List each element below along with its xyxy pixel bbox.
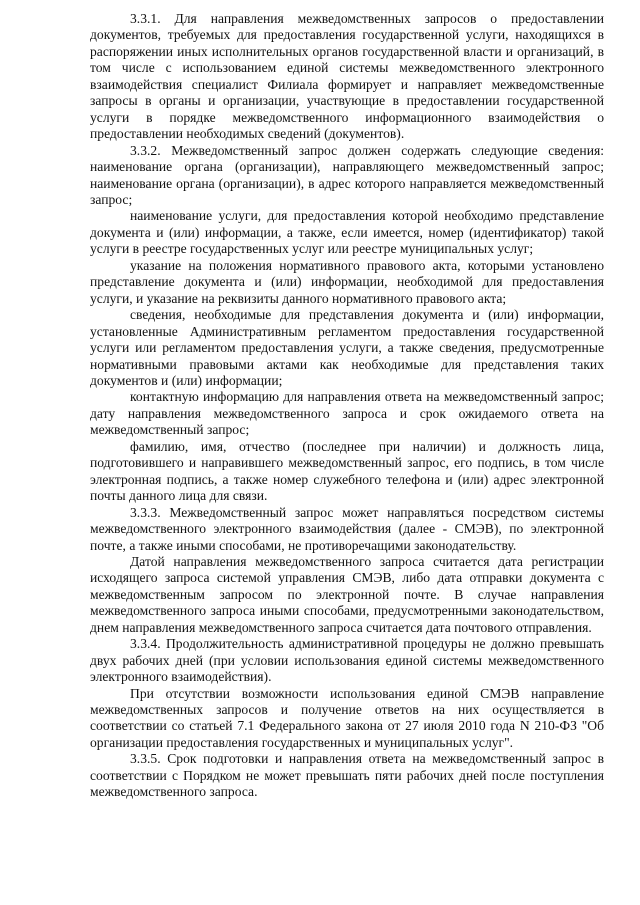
- paragraph-legal-act-reference: указание на положения нормативного правового акта, которыми установлено представление документа и (или) информации, необходимой для предоставления услуги, и указание на реквизиты данного нормативного правового акта;: [90, 257, 604, 306]
- paragraph-3-3-3: 3.3.3. Межведомственный запрос может направляться посредством системы межведомственного электронного взаимодействия (далее - СМЭВ), по электронной почте, а также иными способами, не противоречащими законодательству.: [90, 504, 604, 553]
- paragraph-request-date: Датой направления межведомственного запроса считается дата регистрации исходящего запроса системой управления СМЭВ, либо дата отправки документа с межведомственным запросом по электронной почте. В случае направления межведомственного запроса иными способами, предусмотренными законодательством, днем направления межведомственного запроса считается дата почтового отправления.: [90, 553, 604, 635]
- paragraph-3-3-2: 3.3.2. Межведомственный запрос должен содержать следующие сведения: наименование органа (организации), направляющего межведомственный запрос; наименование органа (организации), в адрес которого направляется межведомственный запрос;: [90, 142, 604, 207]
- paragraph-3-3-1: 3.3.1. Для направления межведомственных запросов о предоставлении документов, требуемых для предоставления государственной услуги, находящихся в распоряжении иных исполнительных органов государственной власти и организаций, в том числе с использованием единой системы межведомственного электронного взаимодействия специалист Филиала формирует и направляет межведомственные запросы в органы и организации, участвующие в предоставлении государственной услуги в порядке межведомственного информационного взаимодействия о предоставлении необходимых сведений (документов).: [90, 11, 604, 142]
- document-body: [90, 11, 604, 801]
- paragraph-3-3-5: 3.3.5. Срок подготовки и направления ответа на межведомственный запрос в соответствии с Порядком не может превышать пяти рабочих дней после поступления межведомственного запроса.: [90, 751, 604, 800]
- paragraph-required-info: сведения, необходимые для представления документа и (или) информации, установленные Административным регламентом предоставления государственной услуги или регламентом предоставления услуги, а также сведения, предусмотренные нормативными правовыми актами как необходимые для представления таких документов и (или) информации;: [90, 307, 604, 388]
- paragraph-service-name: наименование услуги, для предоставления которой необходимо представление документа и (или) информации, а также, если имеется, номер (идентификатор) такой услуги в реестре государственных услуг или реестре муниципальных услуг;: [90, 208, 604, 257]
- paragraph-signatory: фамилию, имя, отчество (последнее при наличии) и должность лица, подготовившего и направившего межведомственный запрос, его подпись, в том числе электронная подпись, а также номер служебного телефона и (или) адрес электронной почты данного лица для связи.: [90, 438, 604, 504]
- paragraph-3-3-4: 3.3.4. Продолжительность административной процедуры не должно превышать двух рабочих дней (при условии использования единой системы межведомственного электронного взаимодействия).: [90, 636, 604, 685]
- paragraph-no-smev: При отсутствии возможности использования единой СМЭВ направление межведомственных запросов и получение ответов на них осуществляется в соответствии со статьей 7.1 Федерального закона от 27 июля 2010 года N 210-ФЗ "Об организации предоставления государственных и муниципальных услуг".: [90, 685, 604, 750]
- paragraph-contact-info: контактную информацию для направления ответа на межведомственный запрос; дату направления межведомственного запроса и срок ожидаемого ответа на межведомственный запрос;: [90, 389, 604, 438]
